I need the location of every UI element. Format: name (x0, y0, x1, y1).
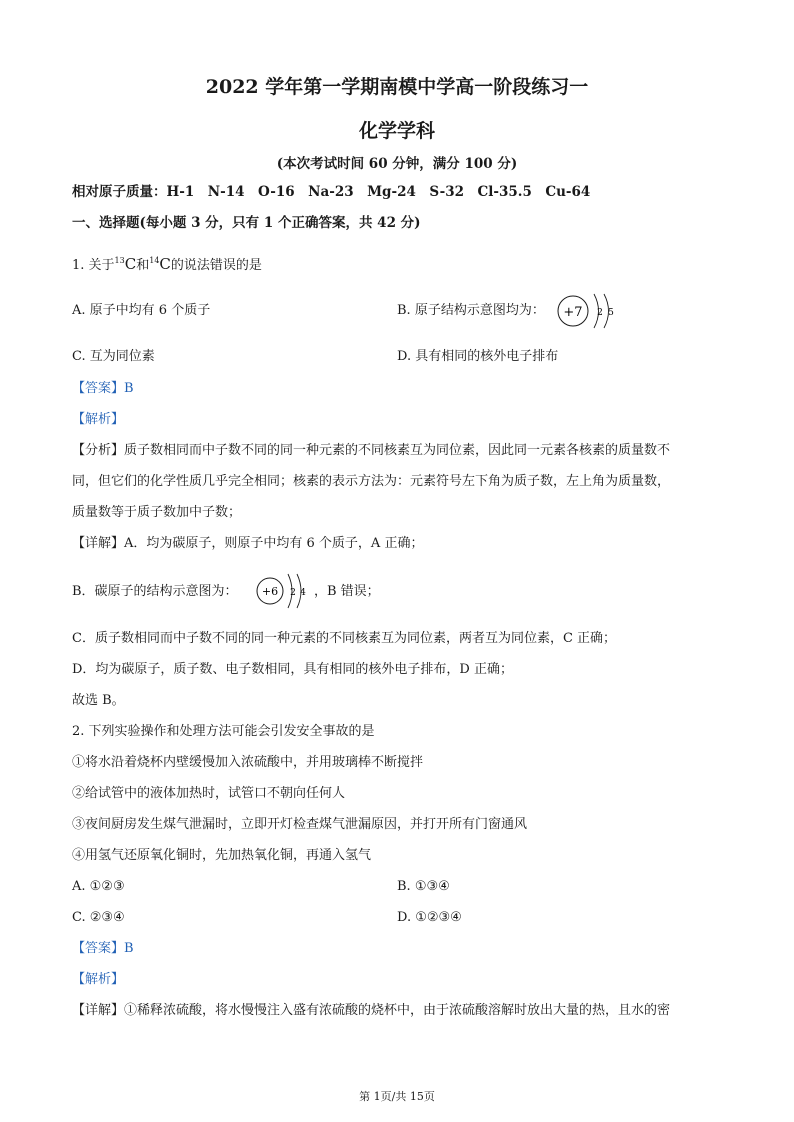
q1-option-a: A. 原子中均有 6 个质子 (72, 303, 211, 318)
q2-detail-1: 【详解】①稀释浓硫酸，将水慢慢注入盛有浓硫酸的烧杯中，由于浓硫酸溶解时放出大量的热，且水的密 (72, 1003, 671, 1018)
q1-conclusion: 故选 B。 (72, 693, 125, 708)
q1-element-b: C (159, 255, 171, 273)
q1-analysis-line-2: 同，但它们的化学性质几乎完全相同；核素的表示方法为：元素符号左下角为质子数，左上角为质量数， (72, 474, 671, 489)
q1-stem-post: 的说法错误的是 (170, 258, 262, 273)
shell-1-count: 2 (597, 308, 603, 318)
subject-title: 化学学科 (358, 120, 435, 142)
q1-analysis-line-3: 质量数等于质子数加中子数； (72, 505, 242, 520)
page-number: 第 1页/共 15页 (359, 1090, 435, 1103)
q1-detail-d: D．均为碳原子，质子数、电子数相同，具有相同的核外电子排布，D 正确； (72, 662, 513, 677)
shell-1-count: 2 (290, 588, 296, 598)
atom-structure-diagram-n (555, 290, 625, 332)
nucleus-charge: +7 (563, 305, 583, 320)
q2-item-4: ④用氢气还原氧化铜时，先加热氧化铜，再通入氢气 (72, 848, 372, 863)
section-heading: 一、选择题(每小题 3 分，只有 1 个正确答案，共 42 分) (72, 215, 421, 231)
q1-detail-c: C．质子数相同而中子数不同的同一种元素的不同核素互为同位素，两者互为同位素，C 正确； (72, 631, 617, 646)
q1-element-a: C (124, 255, 137, 273)
atomic-mass-line: 相对原子质量：H-1 N-14 O-16 Na-23 Mg-24 S-32 Cl-35.5 Cu-64 (72, 184, 591, 200)
shell-2-count: 4 (300, 588, 306, 598)
q2-answer: 【答案】B (72, 941, 134, 956)
q1-detail-b-pre: B．碳原子的结构示意图为： (72, 584, 238, 599)
q1-option-b: B. 原子结构示意图均为： (397, 303, 545, 318)
q1-mass-13: 13 (114, 256, 125, 265)
q2-option-d: D. ①②③④ (397, 910, 462, 925)
q1-mass-14: 14 (149, 256, 160, 265)
q2-item-3: ③夜间厨房发生煤气泄漏时，立即开灯检查煤气泄漏原因，并打开所有门窗通风 (72, 817, 528, 832)
q2-analysis-label: 【解析】 (72, 972, 125, 987)
q2-item-2: ②给试管中的液体加热时，试管口不朝向任何人 (72, 786, 346, 801)
q2-option-c: C. ②③④ (72, 910, 125, 925)
q1-analysis-label: 【解析】 (72, 412, 125, 427)
q2-option-a: A. ①②③ (72, 879, 125, 894)
answer-label: 【答案】B (72, 381, 134, 396)
q1-analysis-line-1: 【分析】质子数相同而中子数不同的同一种元素的不同核素互为同位素，因此同一元素各核素的质量数不 (72, 443, 671, 458)
shell-2-count: 5 (608, 308, 614, 318)
q1-option-d: D. 具有相同的核外电子排布 (397, 349, 559, 364)
exam-title: 2022 学年第一学期南模中学高一阶段练习一 (205, 76, 589, 98)
q2-item-1: ①将水沿着烧杯内壁缓慢加入浓硫酸中，并用玻璃棒不断搅拌 (72, 755, 424, 770)
q1-conj: 和 (136, 258, 150, 273)
nucleus-charge: +6 (261, 585, 279, 598)
q1-detail-b-post: ，B 错误； (314, 584, 380, 599)
q1-stem-pre: 1. 关于 (72, 258, 115, 273)
q1-detail-a: 【详解】A．均为碳原子，则原子中均有 6 个质子，A 正确； (72, 536, 424, 551)
q2-stem: 2. 下列实验操作和处理方法可能会引发安全事故的是 (72, 724, 375, 739)
q1-answer (72, 380, 134, 398)
q1-stem (72, 252, 262, 275)
atom-structure-diagram-c (254, 570, 312, 612)
q1-option-c: C. 互为同位素 (72, 349, 155, 364)
time-note: (本次考试时间 60 分钟，满分 100 分) (276, 156, 518, 172)
q2-option-b: B. ①③④ (397, 879, 450, 894)
